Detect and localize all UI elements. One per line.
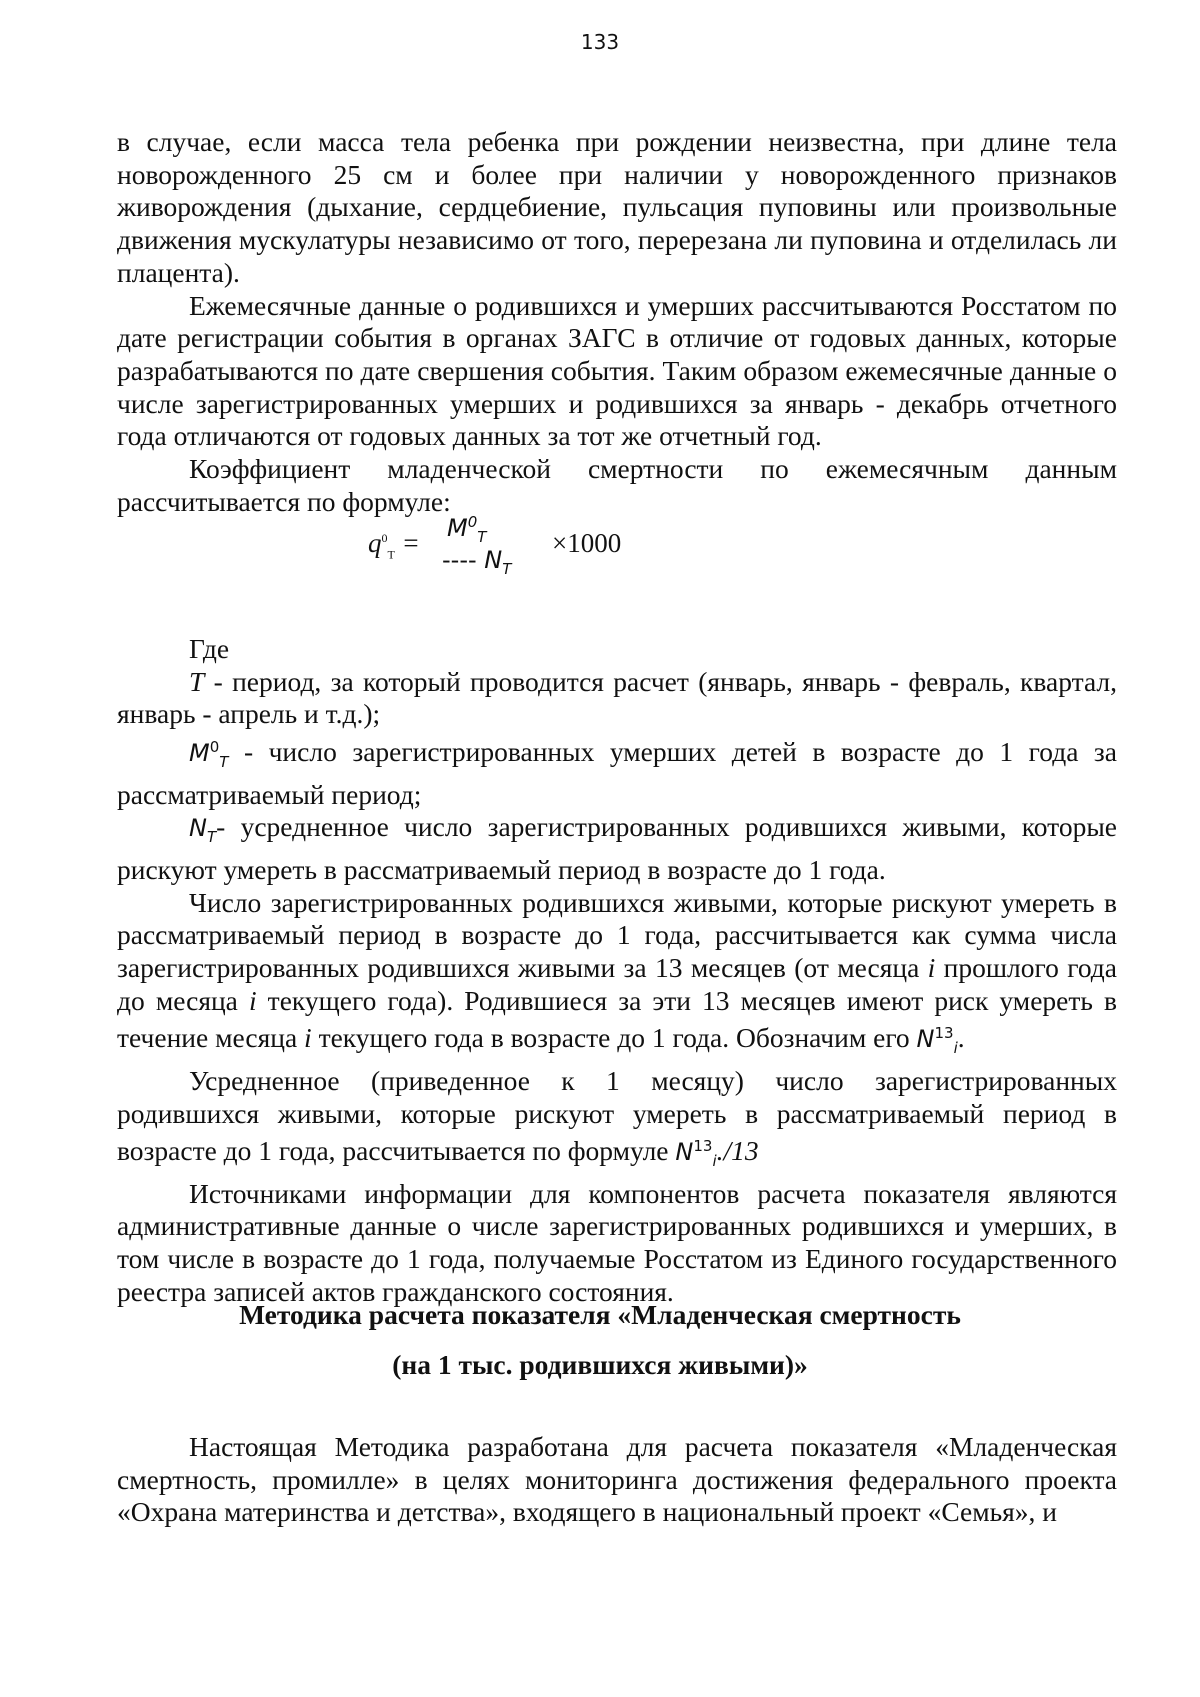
formula-denominator: ---- $N_T$ [442, 546, 512, 578]
paragraph-average: Усредненное (приведенное к 1 месяцу) число зарегистрированных родившихся живыми, которые рискуют умереть в рассматриваемый период в возрасте до 1 года, рассчитывается по формуле $N^{13}_i./13$ [117, 1064, 1117, 1171]
closing-block [117, 1431, 1117, 1529]
paragraph-n13: Число зарегистрированных родившихся живыми, которые рискуют умереть в рассматриваемый период в возрасте до 1 года, рассчитывается как сумма числа зарегистрированных родившихся живыми за 13 месяцев (от месяца i прошлого года до месяца i текущего года). Родившиеся за эти 13 месяцев имеют риск умереть в течение месяца i текущего года в возрасте до 1 года. Обозначим его $N^{13}_i$. [117, 886, 1117, 1058]
paragraph-continuation: в случае, если масса тела ребенка при рождении неизвестна, при длине тела новорожденного 25 см и более при наличии у новорожденного признаков живорождения (дыхание, сердцебиение, пульсация пуповины или произвольные движения мускулатуры независимо от того, перерезана ли пуповина и отделилась ли плацента). [117, 126, 1117, 288]
definitions-block [117, 633, 1117, 1309]
page-number: 133 [580, 30, 620, 54]
formula-numerator: $M^0_T$ [447, 513, 487, 546]
infant-mortality-formula [360, 513, 660, 583]
section-heading-line-2: (на 1 тыс. родившихся живыми)» [392, 1349, 808, 1380]
definition-n: $N_T-$ усредненное число зарегистрированных родившихся живыми, которые рискуют умереть в рассматриваемый период в возрасте до 1 года. [117, 811, 1117, 885]
formula-lhs: $q^0_T$ = [368, 528, 420, 562]
section-heading-line-1: Методика расчета показателя «Младенческая смертность [239, 1299, 961, 1330]
paragraph-coefficient-intro: Коэффициент младенческой смертности по ежемесячным данным рассчитывается по формуле: [117, 453, 1117, 517]
definition-m: $M^0_T$ - число зарегистрированных умерших детей в возрасте до 1 года за рассматриваемый период; [117, 736, 1117, 810]
paragraph-monthly-data: Ежемесячные данные о родившихся и умерших рассчитываются Росстатом по дате регистрации события в органах ЗАГС в отличие от годовых данных, которые разрабатываются по дате свершения события. Таким образом ежемесячные данные о числе зарегистрированных умерших и родившихся за январь - декабрь отчетного года отличаются от годовых данных за тот же отчетный год. [117, 289, 1117, 452]
formula-multiplier: ×1000 [552, 528, 622, 558]
definition-t: T - период, за который проводится расчет (январь, январь - февраль, квартал, январь - апрель и т.д.); [117, 665, 1117, 730]
paragraph-methodology-intro: Настоящая Методика разработана для расчета показателя «Младенческая смертность, промилле» в целях мониторинга достижения федерального проекта «Охрана материнства и детства», входящего в национальный проект «Семья», и [117, 1431, 1117, 1528]
paragraph-sources: Источниками информации для компонентов расчета показателя являются административные данные о числе зарегистрированных родившихся и умерших, в том числе в возрасте до 1 года, получаемые Росстатом из Единого государственного реестра записей актов гражданского состояния. [117, 1177, 1117, 1307]
top-text-block [117, 126, 1117, 518]
where-label: Где [189, 633, 230, 664]
